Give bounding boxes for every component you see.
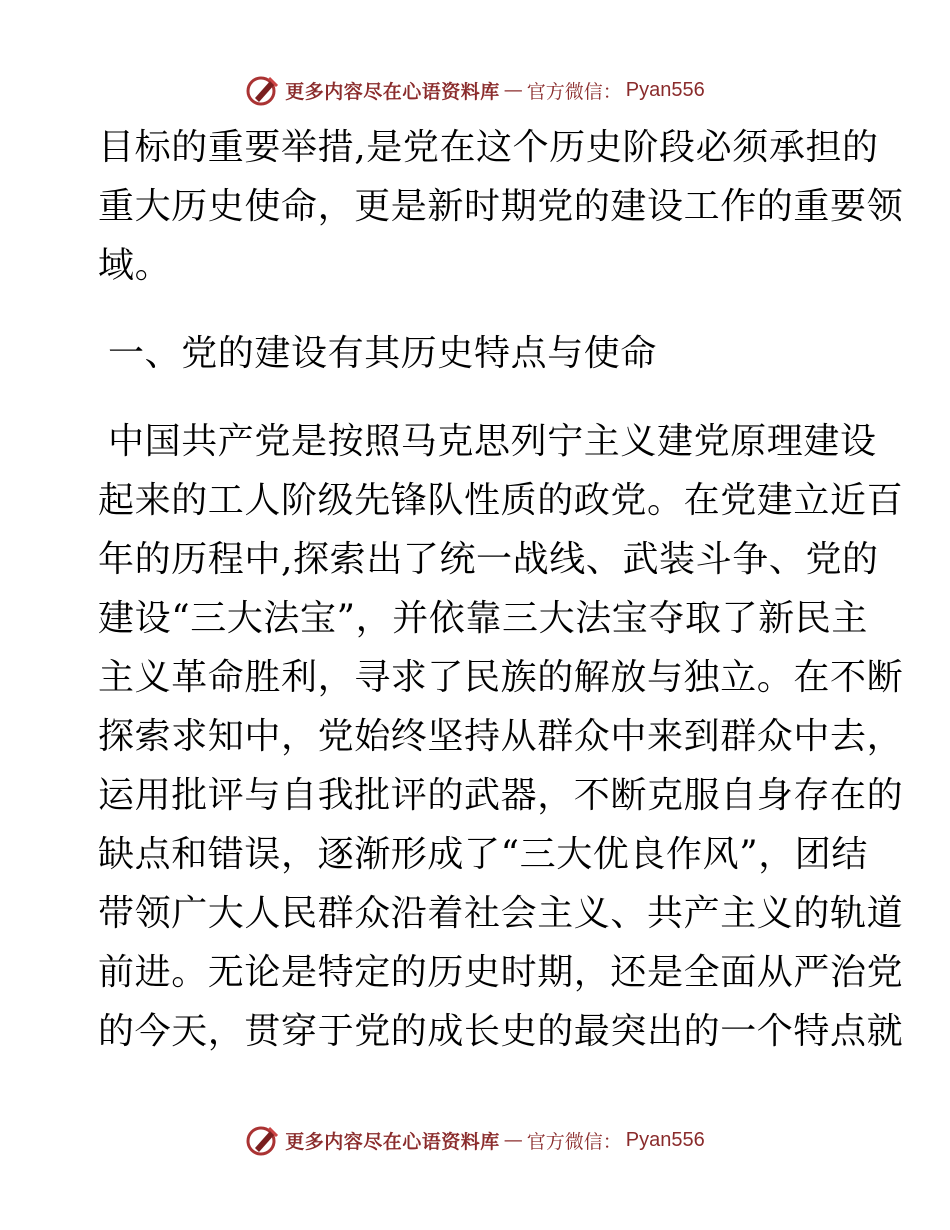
pen-nib-logo-icon xyxy=(245,72,281,108)
banner-dash: — xyxy=(503,1129,523,1151)
text-line: 域。 xyxy=(98,245,172,286)
header-watermark-banner xyxy=(0,70,950,110)
text-line: 目标的重要举措,是党在这个历史阶段必须承担的 xyxy=(98,127,879,168)
banner-title: 更多内容尽在心语资料库 xyxy=(285,1130,500,1153)
text-line: 重大历史使命，更是新时期党的建设工作的重要领 xyxy=(98,186,904,227)
banner-wechat-label: 官方微信： xyxy=(526,1130,622,1153)
banner-dash: — xyxy=(503,79,523,101)
banner-title: 更多内容尽在心语资料库 xyxy=(285,80,500,103)
section-heading xyxy=(98,324,858,383)
text-line: 中国共产党是按照马克思列宁主义建党原理建设 xyxy=(108,421,877,462)
text-line: 运用批评与自我批评的武器，不断克服自身存在的 xyxy=(98,775,904,816)
banner-wechat-label: 官方微信： xyxy=(526,80,622,103)
banner-wechat-id: Pyan556 xyxy=(625,78,705,101)
text-line: 的今天，贯穿于党的成长史的最突出的一个特点就 xyxy=(98,1011,904,1052)
text-line: 缺点和错误，逐渐形成了“三大优良作风”，团结 xyxy=(98,834,869,875)
banner-wechat-id: Pyan556 xyxy=(625,1128,705,1151)
text-line: 探索求知中，党始终坚持从群众中来到群众中去， xyxy=(98,716,904,757)
text-line: 带领广大人民群众沿着社会主义、共产主义的轨道 xyxy=(98,893,904,934)
pen-nib-logo-icon xyxy=(245,1122,281,1158)
text-line: 前进。无论是特定的历史时期，还是全面从严治党 xyxy=(98,952,904,993)
heading-line: 一、党的建设有其历史特点与使命 xyxy=(108,333,658,374)
text-line: 建设“三大法宝”，并依靠三大法宝夺取了新民主 xyxy=(98,598,869,639)
document-body xyxy=(98,118,904,1061)
paragraph xyxy=(98,412,904,1061)
text-line: 起来的工人阶级先锋队性质的政党。在党建立近百 xyxy=(98,480,904,521)
text-line: 主义革命胜利，寻求了民族的解放与独立。在不断 xyxy=(98,657,904,698)
footer-watermark-banner xyxy=(0,1120,950,1160)
text-line: 年的历程中,探索出了统一战线、武装斗争、党的 xyxy=(98,539,879,580)
paragraph xyxy=(98,118,904,295)
